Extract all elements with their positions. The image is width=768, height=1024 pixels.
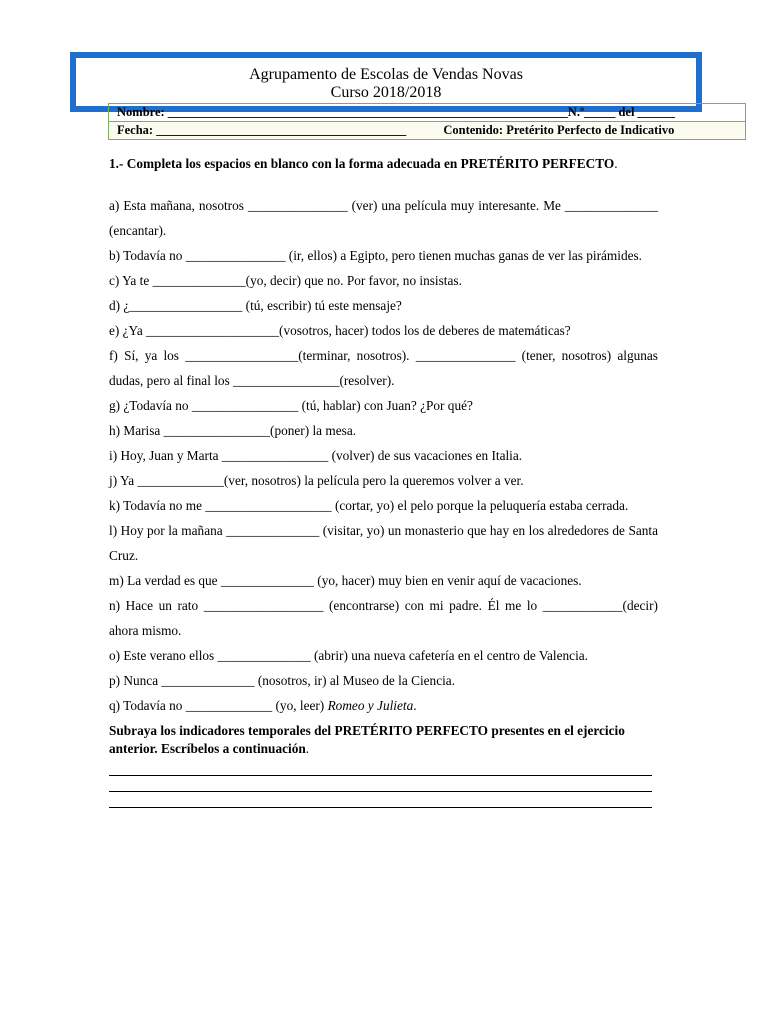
exercise-item: c) Ya te ______________(yo, decir) que no. Por favor, no insistas. [109, 273, 462, 288]
exercise-item: b) Todavía no _______________ (ir, ellos) a Egipto, pero tienen muchas ganas de ver las pirámides. [109, 248, 642, 263]
school-name: Agrupamento de Escolas de Vendas Novas [249, 66, 523, 83]
exercise-item: k) Todavía no me ___________________ (cortar, yo) el pelo porque la peluquería estaba cerrada. [109, 498, 629, 513]
name-row [109, 104, 746, 122]
answer-line[interactable] [109, 792, 652, 808]
exercise-item: a) Esta mañana, nosotros _______________ (ver) una película muy interesante. Me ______________ (encantar). [109, 198, 658, 238]
item-q-prefix: q) Todavía no _____________ (yo, leer) [109, 698, 328, 713]
student-info-table [108, 103, 746, 140]
exercise-item: i) Hoy, Juan y Marta ________________ (volver) de sus vacaciones en Italia. [109, 448, 523, 463]
subexercise-period: . [305, 741, 310, 756]
name-field[interactable]: Nombre: ________________________________________________________________N.º_____ del ______ [109, 104, 746, 122]
exercise-title-period: . [614, 156, 618, 171]
exercise-item: m) La verdad es que ______________ (yo, hacer) muy bien en venir aquí de vacaciones. [109, 573, 582, 588]
date-field[interactable]: Fecha: ________________________________________ [117, 123, 407, 137]
exercise-item: p) Nunca ______________ (nosotros, ir) al Museo de la Ciencia. [109, 673, 456, 688]
worksheet-content [109, 154, 658, 808]
item-q-period: . [413, 698, 417, 713]
exercise-title [109, 154, 658, 173]
course-year: Curso 2018/2018 [330, 84, 442, 101]
exercise-item: j) Ya _____________(ver, nosotros) la película pero la queremos volver a ver. [109, 473, 524, 488]
answer-line[interactable] [109, 776, 652, 792]
exercise-item: f) Sí, ya los _________________(terminar, nosotros). _______________ (tener, nosotros) algunas dudas, pero al final los ________________(resolver). [109, 348, 658, 388]
date-content-cell [109, 122, 746, 140]
answer-line[interactable] [109, 760, 652, 776]
exercise-item: d) ¿_________________ (tú, escribir) tú este mensaje? [109, 298, 402, 313]
exercise-item: g) ¿Todavía no ________________ (tú, hablar) con Juan? ¿Por qué? [109, 398, 473, 413]
exercise-item: e) ¿Ya ____________________(vosotros, hacer) todos los de deberes de matemáticas? [109, 323, 571, 338]
content-label: Contenido: Pretérito Perfecto de Indicativo [443, 123, 675, 137]
exercise-item: o) Este verano ellos ______________ (abrir) una nueva cafetería en el centro de Valencia. [109, 648, 588, 663]
exercise-item: n) Hace un rato __________________ (encontrarse) con mi padre. Él me lo ____________(decir) ahora mismo. [109, 598, 658, 638]
exercise-title-text: 1.- Completa los espacios en blanco con la forma adecuada en PRETÉRITO PERFECTO [109, 156, 615, 171]
subexercise-text: Subraya los indicadores temporales del PRETÉRITO PERFECTO presentes en el ejercicio anterior. Escríbelos a continuación [109, 723, 625, 756]
subexercise-instruction [109, 722, 658, 758]
item-q-book-title: Romeo y Julieta [327, 698, 414, 713]
exercise-item-q [109, 693, 658, 718]
exercise-item: h) Marisa ________________(poner) la mesa. [109, 423, 357, 438]
exercise-item: l) Hoy por la mañana ______________ (visitar, yo) un monasterio que hay en los alrededores de Santa Cruz. [109, 523, 658, 563]
date-row [109, 122, 746, 140]
